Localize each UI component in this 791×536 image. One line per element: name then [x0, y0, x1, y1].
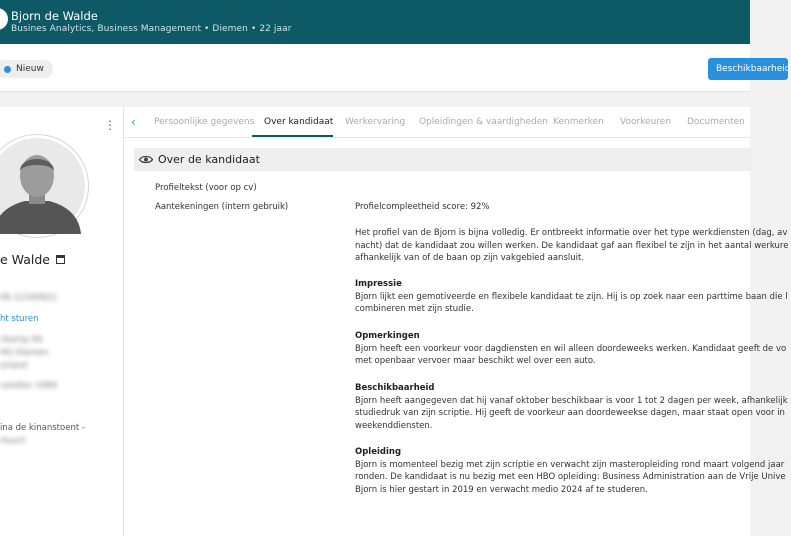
chevron-left-icon[interactable]: ‹	[131, 115, 136, 129]
tab-opleidingen[interactable]: Opleidingen & vaardigheden	[419, 117, 548, 127]
beschikbaarheid-line-1: Bjorn heeft aangegeven dat hij vanaf oktober beschikbaar is voor 1 tot 2 dagen per week, afhankelijk	[355, 395, 788, 406]
profile-phone[interactable]: 06-12345821	[0, 293, 58, 303]
more-options-icon[interactable]: ⋮	[104, 118, 116, 132]
availability-button[interactable]: Beschikbaarheid	[708, 58, 788, 80]
status-dot-icon	[4, 66, 11, 73]
beschikbaarheid-line-2: studiedruk van zijn scriptie. Hij geeft de voorkeur aan doordeweekse dagen, maar staat open voor in	[355, 408, 785, 418]
active-tab-indicator	[252, 135, 333, 137]
heading-opmerkingen-text: Opmerkingen	[355, 331, 420, 341]
intro-line-1: Het profiel van de Bjorn is bijna volledig. Er ontbreekt informatie over het type werkdiensten (dag, av	[355, 228, 788, 238]
label-profieltekst: Profieltekst (voor op cv)	[155, 183, 257, 193]
status-label: Nieuw	[16, 64, 44, 74]
opleiding-line-2: ronden. De kandidaat is nu bezig met een HBO opleiding: Business Administration aan de Vrije Unive	[355, 472, 786, 482]
tab-over-kandidaat[interactable]: Over kandidaat	[264, 117, 334, 127]
profile-address-line-2: HG Diemen	[0, 348, 49, 358]
tab-documenten[interactable]: Documenten	[687, 117, 745, 127]
heading-opleiding-text: Opleiding	[355, 447, 402, 457]
send-message-link[interactable]: ht sturen	[0, 314, 39, 324]
opmerkingen-line-1: Bjorn heeft een voorkeur voor dagdiensten en wil alleen doordeweeks werken. Kandidaat geeft de vo	[355, 343, 787, 354]
opleiding-line-1: Bjorn is momenteel bezig met zijn scriptie en verwacht zijn masteropleiding rond maart volgend jaar	[355, 459, 785, 470]
impressie-line-1: Bjorn lijkt een gemotiveerde en flexibele kandidaat te zijn. Hij is op zoek naar een parttime baan die l	[355, 291, 788, 302]
opmerkingen-line-2: met openbaar vervoer maar beschikt wel over een auto.	[355, 356, 596, 366]
section-title: Over de kandidaat	[158, 153, 260, 166]
profile-panel	[0, 107, 123, 536]
top-header	[0, 0, 750, 44]
section-header[interactable]	[134, 148, 751, 171]
status-badge[interactable]	[0, 60, 53, 78]
profile-source-line-2: muurt	[0, 436, 26, 446]
tab-kenmerken[interactable]: Kenmerken	[553, 117, 604, 127]
eye-icon	[139, 155, 153, 164]
candidate-subtitle: Busines Analytics, Business Management • Diemen • 22 jaar	[11, 24, 292, 34]
heading-impressie-text: Impressie	[355, 279, 402, 289]
beschikbaarheid-line-3: weekenddiensten.	[355, 420, 433, 431]
header-avatar	[0, 8, 8, 30]
candidate-name: Bjorn de Walde	[11, 9, 98, 23]
opleiding-line-3: Bjorn is hier gestart in 2019 en verwacht medio 2024 af te studeren.	[355, 484, 648, 495]
profile-birthdate: vember 1999	[0, 381, 57, 391]
calendar-icon[interactable]	[56, 255, 65, 264]
heading-beschikbaarheid	[355, 382, 435, 395]
main-content	[123, 107, 789, 536]
profile-name-text: e Walde	[0, 252, 50, 267]
tab-werkervaring[interactable]: Werkervaring	[345, 117, 406, 127]
profile-address-line-3: erland	[0, 361, 28, 371]
heading-beschikbaarheid-text: Beschikbaarheid	[355, 383, 435, 393]
tab-persoonlijke-gegevens[interactable]: Persoonlijke gegevens	[154, 117, 255, 127]
heading-impressie	[355, 278, 402, 291]
heading-opleiding	[355, 446, 401, 459]
tab-bar	[124, 107, 751, 138]
intro-line-2: nacht) dat de kandidaat zou willen werken. De kandidaat gaf aan flexibel te zijn in het aantal werkure	[355, 240, 789, 251]
label-aantekeningen: Aantekeningen (intern gebruik)	[155, 202, 289, 212]
impressie-line-2: combineren met zijn studie.	[355, 304, 474, 314]
heading-opmerkingen	[355, 330, 420, 343]
profile-source-line-1: ina de kinanstoent -	[0, 423, 85, 433]
profile-address-line-1: nkamp 84	[0, 335, 43, 345]
person-placeholder-icon	[0, 138, 85, 234]
intro-line-3: afhankelijk van of de baan op zijn vakgebied aansluit.	[355, 253, 585, 263]
tab-voorkeuren[interactable]: Voorkeuren	[620, 117, 672, 127]
profile-name	[0, 252, 65, 267]
score-text: Profielcompleetheid score: 92%	[355, 202, 490, 212]
action-bar	[0, 44, 791, 92]
avatar	[0, 134, 89, 238]
